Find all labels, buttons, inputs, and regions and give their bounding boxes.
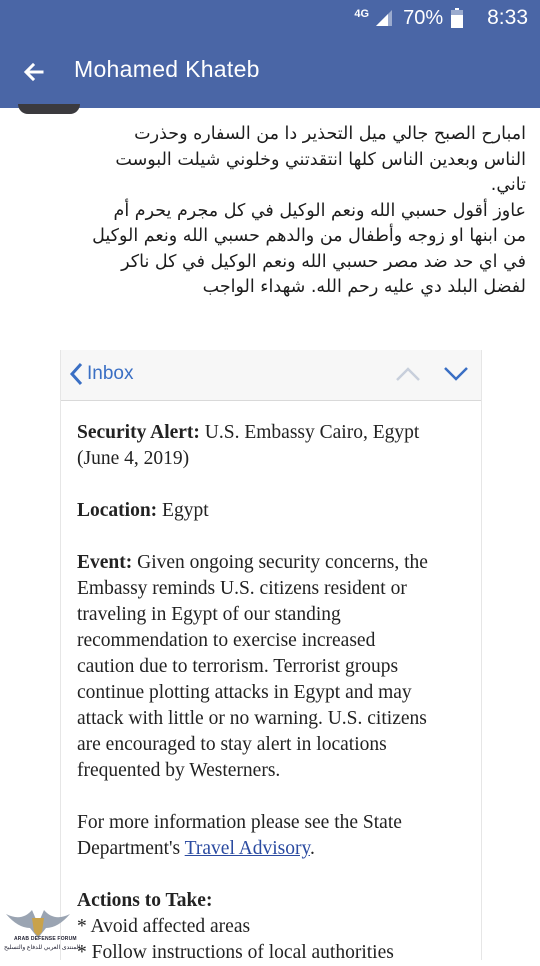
network-type: 4G	[354, 8, 370, 20]
event-text: Given ongoing security concerns, the	[132, 552, 428, 573]
more-info-suffix: .	[309, 838, 315, 859]
event-line: frequented by Westerners.	[77, 760, 281, 781]
more-info-line	[77, 836, 467, 862]
watermark-text: ARAB DEFENSE FORUM	[14, 936, 77, 942]
actions-heading	[77, 888, 467, 914]
forum-logo-watermark	[2, 904, 74, 960]
chevron-left-icon	[69, 362, 83, 386]
event-line: caution due to terrorism. Terrorist groups	[77, 656, 399, 677]
app-bar	[0, 36, 540, 108]
battery-icon	[451, 8, 463, 28]
action-item: * Avoid affected areas	[77, 916, 251, 937]
watermark-text-arabic: المنتدى العربي للدفاع والتسليح	[4, 945, 81, 951]
post-line: الناس وبعدين الناس كلها انتقدتني وخلوني شيلت البوست	[115, 149, 526, 170]
post-line: عاوز أقول حسبي الله ونعم الوكيل في كل مجرم يحرم أم	[113, 200, 526, 221]
post-image-email[interactable]	[60, 350, 482, 963]
alert-date: (June 4, 2019)	[77, 448, 190, 469]
travel-advisory-link[interactable]: Travel Advisory	[184, 838, 310, 859]
email-nav-bar	[61, 350, 481, 401]
event-line: are encouraged to stay alert in locations	[77, 734, 387, 755]
avatar[interactable]	[18, 104, 80, 114]
security-alert-text: U.S. Embassy Cairo, Egypt	[199, 422, 420, 443]
security-alert-line	[77, 420, 467, 446]
actions-label: Actions to Take:	[77, 890, 213, 911]
email-body	[77, 420, 467, 966]
event-line: traveling in Egypt of our standing	[77, 604, 341, 625]
inbox-back-button[interactable]	[69, 362, 133, 386]
battery-percent: 70%	[403, 6, 444, 29]
page-title: Mohamed Khateb	[74, 56, 260, 82]
post-line: من ابنها او زوجه وأطفال من والدهم حسبي الله ونعم الوكيل	[92, 226, 526, 246]
post-line: امبارح الصبح جالي ميل التحذير دا من السفاره وحذرت	[134, 124, 526, 144]
event-line	[77, 550, 467, 576]
event-line: recommendation to exercise increased	[77, 630, 376, 651]
clock: 8:33	[487, 6, 528, 29]
arrow-left-icon[interactable]	[20, 58, 48, 86]
chevron-up-icon[interactable]	[395, 366, 421, 382]
status-icons	[354, 0, 528, 36]
status-bar	[0, 0, 540, 36]
event-line: continue plotting attacks in Egypt and may	[77, 682, 412, 703]
event-label: Event:	[77, 552, 133, 573]
location-label: Location:	[77, 500, 158, 521]
more-info-prefix: Department's	[77, 838, 185, 859]
location-line	[77, 498, 467, 524]
signal-icon	[375, 9, 393, 27]
location-text: Egypt	[157, 500, 209, 521]
post-text	[14, 122, 526, 301]
event-line: attack with little or no warning. U.S. citizens	[77, 708, 427, 729]
inbox-label: Inbox	[87, 363, 134, 384]
post-line: لفضل البلد دي عليه رحم الله. شهداء الواجب	[202, 277, 526, 297]
event-line: Embassy reminds U.S. citizens resident or	[77, 578, 407, 599]
post-line: في اي حد ضد مصر حسبي الله ونعم الوكيل في كل ناكر	[121, 251, 526, 272]
action-item: * Follow instructions of local authorities	[77, 942, 394, 963]
post-line: تاني.	[490, 175, 526, 195]
security-alert-label: Security Alert:	[77, 422, 200, 443]
more-info-line: For more information please see the State	[77, 812, 402, 833]
chevron-down-icon[interactable]	[443, 366, 469, 382]
